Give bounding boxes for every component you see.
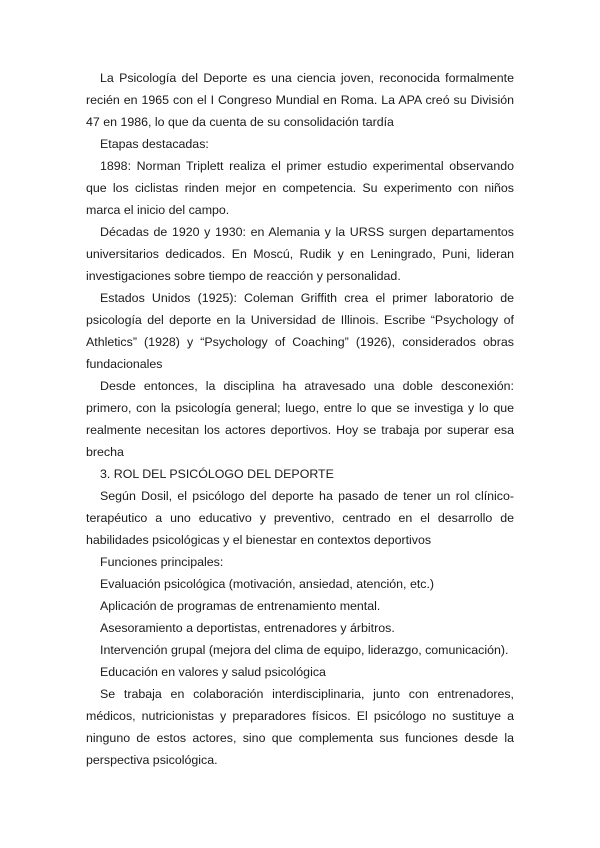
list-item-evaluacion: Evaluación psicológica (motivación, ansiedad, atención, etc.): [100, 577, 435, 591]
list-item-asesoramiento: Asesoramiento a deportistas, entrenadores y árbitros.: [100, 621, 395, 635]
list-item-aplicacion: Aplicación de programas de entrenamiento mental.: [100, 599, 381, 613]
paragraph-interdisciplinaria: Se trabaja en colaboración interdisciplinaria, junto con entrenadores, médicos, nutricionistas y preparadores físicos. El psicólogo no sustituye a ninguno de estos actores, sino que complementa sus funciones desde la perspectiva psicológica.: [86, 687, 514, 767]
paragraph-dosil: Según Dosil, el psicólogo del deporte ha pasado de tener un rol clínico-terapéutico a uno educativo y preventivo, centrado en el desarrollo de habilidades psicológicas y el bienestar en contextos deportivos: [86, 489, 514, 547]
paragraph-estados-unidos: Estados Unidos (1925): Coleman Griffith crea el primer laboratorio de psicología del deporte en la Universidad de Illinois. Escribe “Psychology of Athletics” (1928) y “Psychology of Coaching” (1926), considerados obras fundacionales: [86, 291, 514, 371]
paragraph-etapas-heading: Etapas destacadas:: [100, 137, 209, 151]
list-item-educacion: Educación en valores y salud psicológica: [100, 665, 326, 679]
paragraph-desconexion: Desde entonces, la disciplina ha atravesado una doble desconexión: primero, con la psicología general; luego, entre lo que se investiga y lo que realmente necesitan los actores deportivos. Hoy se trabaja por superar esa brecha: [86, 379, 514, 459]
paragraph-1898: 1898: Norman Triplett realiza el primer estudio experimental observando que los ciclistas rinden mejor en competencia. Su experimento con niños marca el inicio del campo.: [86, 159, 514, 217]
paragraph-funciones-heading: Funciones principales:: [100, 555, 224, 569]
paragraph-intro: La Psicología del Deporte es una ciencia joven, reconocida formalmente recién en 1965 con el I Congreso Mundial en Roma. La APA creó su División 47 en 1986, lo que da cuenta de su consolidación tardía: [86, 71, 514, 129]
section-heading-rol: 3. ROL DEL PSICÓLOGO DEL DEPORTE: [100, 467, 334, 481]
paragraph-decadas: Décadas de 1920 y 1930: en Alemania y la URSS surgen departamentos universitarios dedicados. En Moscú, Rudik y en Leningrado, Puni, lideran investigaciones sobre tiempo de reacción y personalidad.: [86, 225, 514, 283]
list-item-intervencion: Intervención grupal (mejora del clima de equipo, liderazgo, comunicación).: [100, 643, 509, 657]
document-body: [86, 67, 514, 771]
